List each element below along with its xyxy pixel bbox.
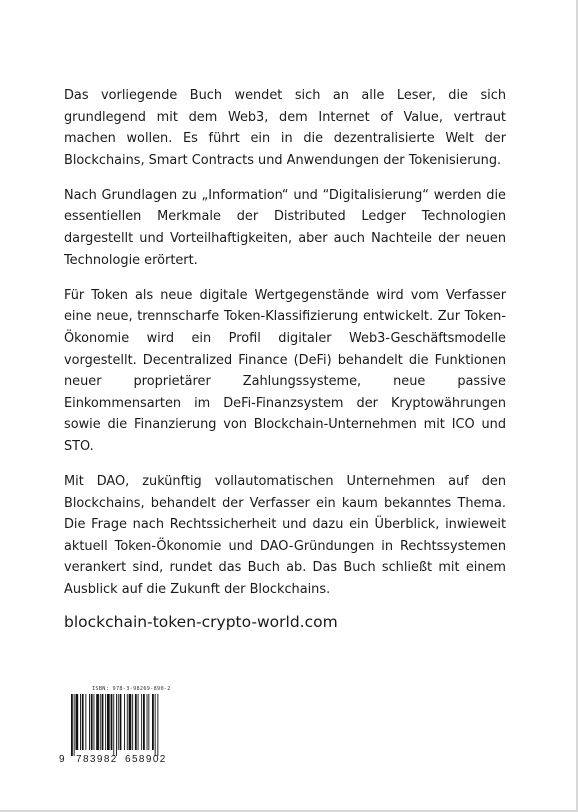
barcode-bar (82, 694, 84, 750)
barcode-first-digit: 9 (59, 754, 66, 765)
barcode-right-digits: 658902 (125, 754, 167, 765)
barcode-bar (127, 694, 128, 750)
barcode-bar (155, 694, 156, 756)
barcode-bar (120, 694, 122, 750)
barcode-bar (105, 694, 106, 750)
barcode-bar (141, 694, 142, 750)
barcode-bar (80, 694, 81, 750)
barcode-bar (89, 694, 90, 750)
barcode-bar (100, 694, 101, 750)
barcode-bar (157, 694, 158, 756)
barcode-bar (148, 694, 149, 750)
barcode-bar (124, 694, 125, 750)
isbn-barcode (59, 686, 181, 766)
barcode-bars (59, 694, 181, 758)
website-url: blockchain-token-crypto-world.com (64, 613, 338, 631)
blurb-paragraph-2: Nach Grundlagen zu „Information“ und “Digitalisierung“ werden die essentiellen Merkmale der Distributed Ledger Technologien dargestellt und Vorteilhaftigkeiten, aber auch Nachteile der neuen Technologie erörtert. (64, 187, 506, 268)
barcode-bar (132, 694, 133, 750)
isbn-label: ISBN: 978-3-98269-890-2 (92, 686, 171, 692)
barcode-bar (135, 694, 137, 750)
barcode-bar (129, 694, 132, 750)
barcode-bar (85, 694, 86, 750)
barcode-bar (111, 694, 113, 750)
barcode-bar (138, 694, 139, 750)
blurb-paragraph-1: Das vorliegende Buch wendet sich an alle Leser, die sich grundlegend mit dem Web3, dem Internet of Value, vertraut machen wollen. Es führt ein in die dezentralisierte Welt der Blockchains, Smart Contracts und Anwendungen der Tokenisierung. (64, 88, 506, 168)
barcode-bar (76, 694, 79, 750)
barcode-bar (96, 694, 99, 750)
barcode-bar (152, 694, 154, 750)
blurb-paragraph-3: Für Token als neue digitale Wertgegenstände wird vom Verfasser eine neue, trennscharfe Token-Klassifizierung entwickelt. Zur Token-Ökonomie wird ein Profil digitaler Web3-Geschäftsmodelle vorgestellt. Decentralized Finance (DeFi) behandelt die Funktionen neuer proprietärer Zahlungssysteme, neue passive Einkommensarten im DeFi-Finanzsystem der Kryptowährungen sowie die Finanzierung von Blockchain-Unternehmen mit ICO und STO. (64, 287, 506, 454)
barcode-bar (94, 694, 95, 750)
barcode-bar (116, 694, 117, 756)
blurb-paragraph-4: Mit DAO, zukünftig vollautomatischen Unternehmen auf den Blockchains, behandelt der Verfasser ein kaum bekanntes Thema. Die Frage nach Rechtssicherheit und dazu ein Überblick, inwieweit aktuell Token-Ökonomie und DAO-Gründungen in Rechtssystemen verankert sind, rundet das Buch ab. Das Buch schließt mit einem Ausblick auf die Zukunft der Blockchains. (64, 474, 506, 597)
barcode-bar (118, 694, 119, 750)
barcode-bar (74, 694, 75, 756)
barcode-bar (91, 694, 93, 750)
barcode-bar (113, 694, 114, 756)
barcode-left-digits: 783982 (76, 754, 118, 765)
barcode-bar (143, 694, 145, 750)
barcode-bar (107, 694, 110, 750)
back-cover-blurb (64, 85, 506, 614)
barcode-bar (147, 694, 148, 750)
barcode-bar (102, 694, 104, 750)
barcode-bar (71, 694, 73, 756)
